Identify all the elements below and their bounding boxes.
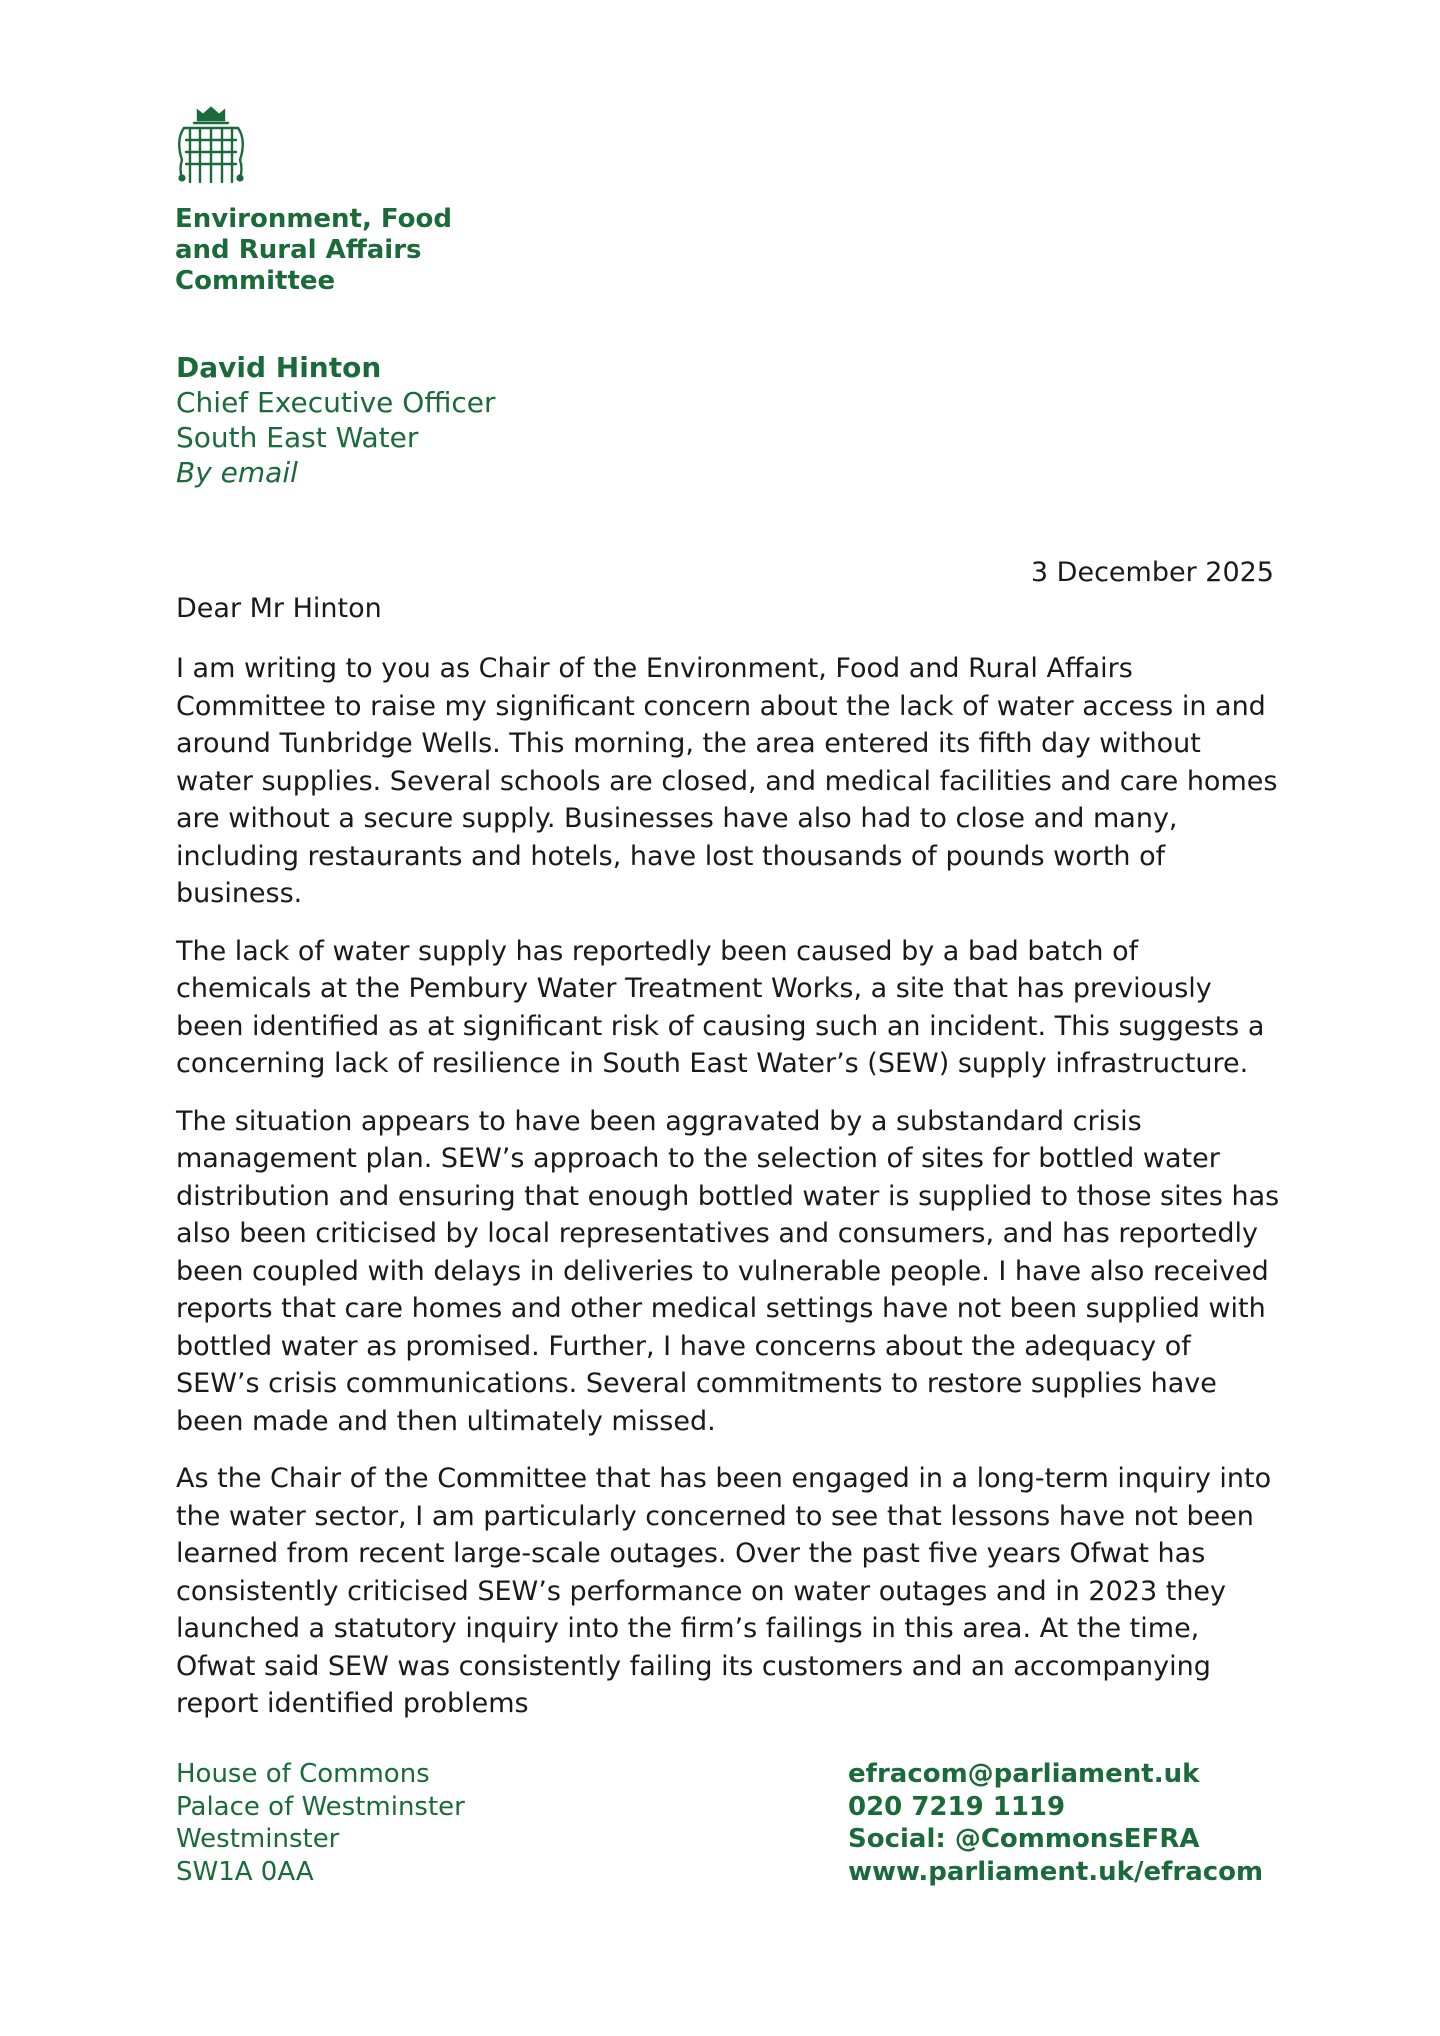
body-paragraph: The situation appears to have been aggravated by a substandard crisis management plan. SEW’s approach to the selection of sites for bottled water distribution and ensuring that enough bottled water is supplied to those sites has also been criticised by local representatives and consumers, and has reportedly been coupled with delays in deliveries to vulnerable people. I have also received reports that care homes and other medical settings have not been supplied with bottled water as promised. Further, I have concerns about the adequacy of SEW’s crisis communications. Several commitments to restore supplies have been made and then ultimately missed. (176, 1105, 1280, 1437)
body-paragraph: As the Chair of the Committee that has been engaged in a long-term inquiry into the water sector, I am particularly concerned to see that lessons have not been learned from recent large-scale outages. Over the past five years Ofwat has consistently criticised SEW’s performance on water outages and in 2023 they launched a statutory inquiry into the firm’s failings in this area. At the time, Ofwat said SEW was consistently failing its customers and an accompanying report identified problems (176, 1463, 1272, 1719)
portcullis-icon (176, 106, 246, 186)
contact-social: Social: @CommonsEFRA (848, 1824, 1200, 1854)
salutation: Dear Mr Hinton (176, 593, 382, 624)
body-paragraph: The lack of water supply has reportedly been caused by a bad batch of chemicals at the Pembury Water Treatment Works, a site that has previously been identified as at significant risk of causing such an incident. This suggests a concerning lack of resilience in South East Water’s (SEW) supply infrastructure. (176, 935, 1265, 1079)
recipient-name: David Hinton (176, 351, 382, 384)
committee-name (175, 204, 535, 297)
committee-name-line: Environment, Food (175, 204, 452, 234)
address-line: SW1A 0AA (176, 1856, 314, 1887)
recipient-block (176, 350, 876, 490)
address-line: House of Commons (176, 1759, 430, 1789)
contact-phone: 020 7219 1119 (848, 1791, 1066, 1822)
contact-website[interactable]: www.parliament.uk/efracom (848, 1856, 1264, 1887)
letter-body (176, 650, 1281, 1743)
committee-name-line: and Rural Affairs (175, 235, 422, 265)
recipient-title: Chief Executive Officer (176, 386, 496, 419)
footer-contact (848, 1758, 1263, 1888)
address-line: Palace of Westminster (176, 1791, 465, 1822)
recipient-organisation: South East Water (176, 421, 419, 454)
letter-date: 3 December 2025 (1030, 557, 1274, 588)
footer-address (176, 1758, 465, 1888)
contact-email[interactable]: efracom@parliament.uk (848, 1759, 1200, 1789)
address-line: Westminster (176, 1824, 340, 1854)
delivery-method: By email (176, 456, 298, 489)
body-paragraph: I am writing to you as Chair of the Environment, Food and Rural Affairs Committee to raise my significant concern about the lack of water access in and around Tunbridge Wells. This morning, the area entered its fifth day without water supplies. Several schools are closed, and medical facilities and care homes are without a secure supply. Businesses have also had to close and many, including restaurants and hotels, have lost thousands of pounds worth of business. (176, 653, 1278, 909)
committee-name-line: Committee (175, 266, 336, 296)
